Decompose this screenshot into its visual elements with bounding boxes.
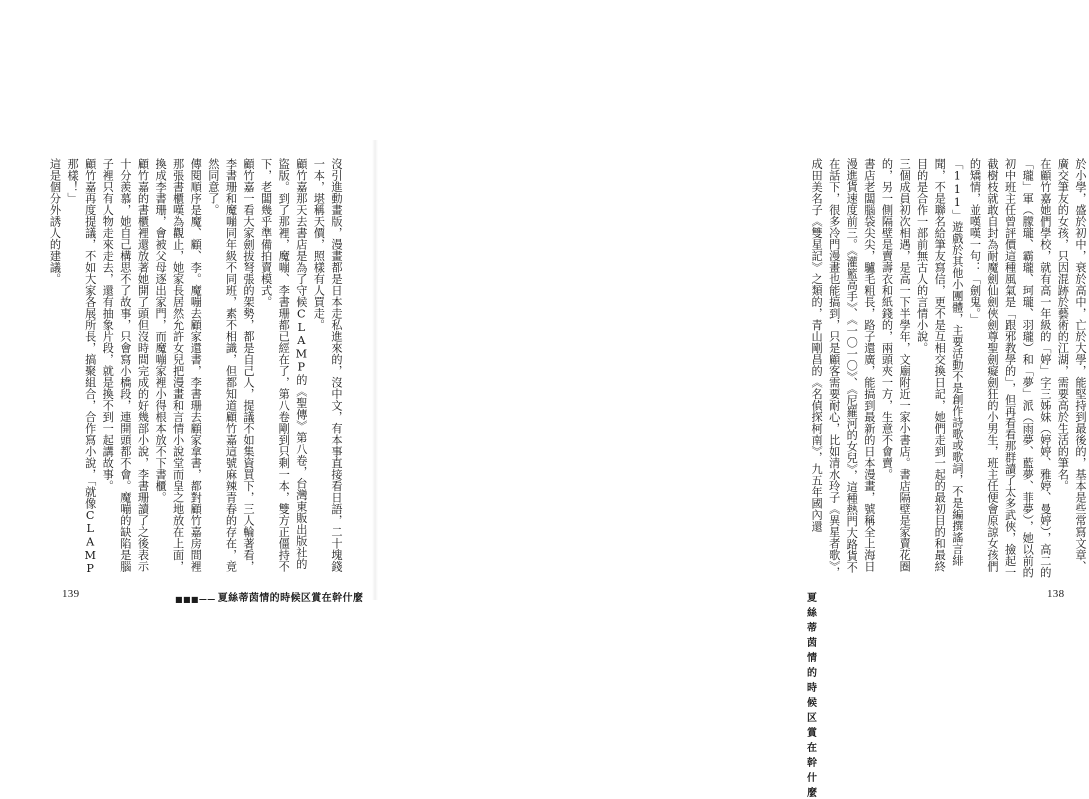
right-page-number: 138 [1047, 588, 1065, 600]
right-page-body-text: 於小學，盛於初中，衰於高中，亡於大學，能堅持到最後的，基本是些常寫文章、廣交筆友的女孩，只因混跡於藝術的江湖，需要高於生活的筆名。 在顧竹嘉她們學校，就有高一年級的「婷」字三姊妹（婷婷、雅婷、曼婷），高二的「瓏」軍（朦瓏、霸瓏、珂瓏、羽瓏）和「夢」派（雨夢、藍夢、菲夢），她以前的初中班主任曾評價這種風氣是「跟邪教學的」，但再看看那群讀了太多武俠，撿起一截樹枝就敢自封為耐魔劍仙劍俠劍尊聖劍癡劍狂的小男生，班主任便會原諒女孩們的矯情，並嘆嘆一句：「劍鬼。」 「111」遊戲於其他小團體，主要活動不是創作詩歌或歌詞，不是編撰謠言緋聞，不是聯名給筆友寫信，更不是互相交換日記，她們走到一起的最初目的和最終目的是合作一部前無古人的言情小說。 三個成員初次相遇，是高一下半學年，文廟附近一家小書店。書店隔壁是家賣花圈的，另一側隔壁是賣壽衣和紙錢的，兩頭夾一方，生意不會賣。 書店老闆腦袋尖尖，驢毛粗長，路子還廣，能搞到最新的日本漫畫，號稱全上海日漫進貨速度前三。《灌籃高手》、《一〇一〇》、《尼羅河的女兒》，這種熱門大路貨不在話下，很多冷門漫畫也能搞到，只是顧客需要耐心，比如清水玲子《異星者歌》，成田美名子《雙星記》之類的，青山剛昌的《名偵探柯南》，九五年國內還 [810, 158, 1087, 578]
left-page-body-text: 沒引進動畫版，漫畫都是日本走私進來的，沒中文，有本事直接看日語，二十塊錢一本，堪稱天價，照樣有人買走。 顧竹嘉那天去書店是為了守候CLAMP的《聖傳》第八卷，台灣東販出版社的盜版。到了那裡，魔嘣、李書珊都已經在了，第八卷剛到只剩一本，雙方正僵持不下，老闆幾乎準備拍賣模式。 顧竹嘉一看大家劍拔弩張的架勢，都是自己人，提議不如集資買下，三人輪著看，李書珊和魔嘣同年級不同班，素不相識，但都知道顧竹嘉這號麻辣青春的存在，竟然同意了。 傳閱順序是魔、顧、李。魔嘣去顧家還書，李書珊去顧家拿書，都對顧竹嘉房間裡那張書櫃嘆為觀止，她家長居然允許女兒把漫畫和言情小說堂而皇之地放在上面，換成李書珊，會被父母逐出家門，而魔嘣家裡小得根本放不下書櫃。 顧竹嘉的書櫃裡還放著她開了頭但沒時間完成的好幾部小說，李書珊讀了之後表示十分羨慕，她自己構思不了故事，只會寫小橋段，連開頭都不會。魔嘣的缺陷是腦子裡只有人物走來走去，還有抽象片段，就是換不到一起講故事。 顧竹嘉再度提議，不如大家各展所長，搞聚組合，合作寫小說，「就像CLAMP那樣！」 這是個分外誘人的建議。 [48, 158, 343, 576]
left-running-head [175, 589, 363, 604]
right-page [375, 0, 1087, 799]
left-page [0, 0, 375, 750]
left-running-head-title: 夏絲蒂茵情的時候区賞在幹什麼 [217, 593, 364, 604]
running-head-ornament: ■■■—— [175, 593, 216, 604]
right-running-head: 夏絲蒂茵情的時候区賞在幹什麼 [807, 593, 818, 799]
left-page-number: 139 [62, 588, 80, 600]
